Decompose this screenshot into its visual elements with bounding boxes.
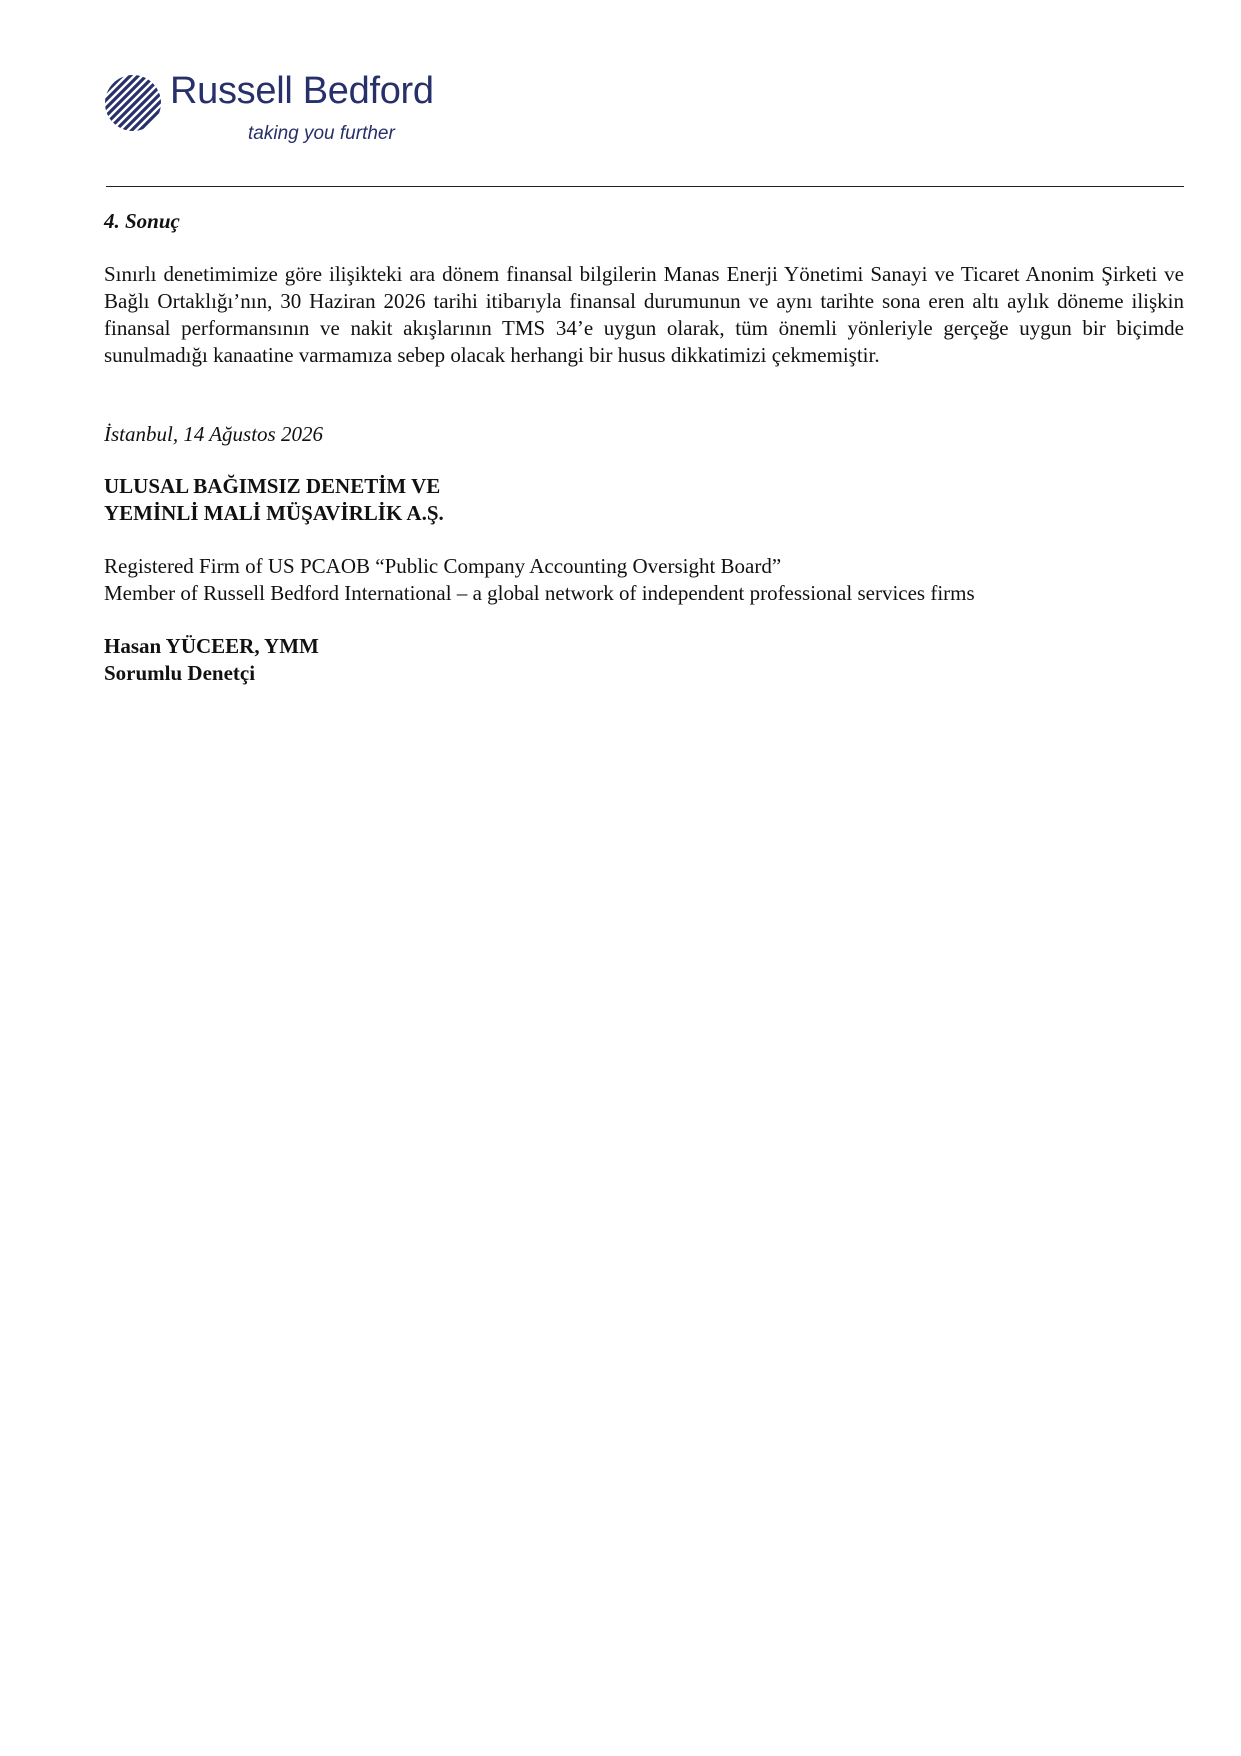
section-heading: 4. Sonuç bbox=[104, 209, 180, 233]
logo-tagline: taking you further bbox=[248, 123, 395, 144]
logo-company-name: Russell Bedford bbox=[170, 70, 434, 112]
signature-block bbox=[104, 633, 1184, 687]
firm-name-line-1: ULUSAL BAĞIMSIZ DENETİM VE bbox=[104, 474, 441, 498]
firm-name-block bbox=[104, 473, 1184, 527]
affiliation-line-2: Member of Russell Bedford International – a global network of independent professional services firms bbox=[104, 581, 975, 605]
conclusion-paragraph: Sınırlı denetimimize göre ilişikteki ara dönem finansal bilgilerin Manas Enerji Yönetimi Sanayi ve Ticaret Anonim Şirketi ve Bağlı Ortaklığı’nın, 30 Haziran 2026 tarihi itibarıyla finansal durumunun ve aynı tarihte sona eren altı aylık döneme ilişkin finansal performansının ve nakit akışlarının TMS 34’e uygun olarak, tüm önemli yönleriyle gerçeğe uygun bir biçimde sunulmadığı kanaatine varmamıza sebep olacak herhangi bir husus dikkatimizi çekmemiştir. bbox=[104, 262, 1184, 367]
header-divider bbox=[106, 186, 1184, 187]
document-body bbox=[104, 208, 1184, 687]
signatory-title: Sorumlu Denetçi bbox=[104, 661, 256, 685]
logo-mark-icon bbox=[104, 74, 162, 132]
signatory-name: Hasan YÜCEER, YMM bbox=[104, 634, 319, 658]
affiliation-line-1: Registered Firm of US PCAOB “Public Company Accounting Oversight Board” bbox=[104, 554, 782, 578]
company-logo bbox=[104, 72, 444, 152]
place-date: İstanbul, 14 Ağustos 2026 bbox=[104, 422, 323, 446]
firm-name-line-2: YEMİNLİ MALİ MÜŞAVİRLİK A.Ş. bbox=[104, 501, 444, 525]
affiliations-block bbox=[104, 553, 1184, 607]
